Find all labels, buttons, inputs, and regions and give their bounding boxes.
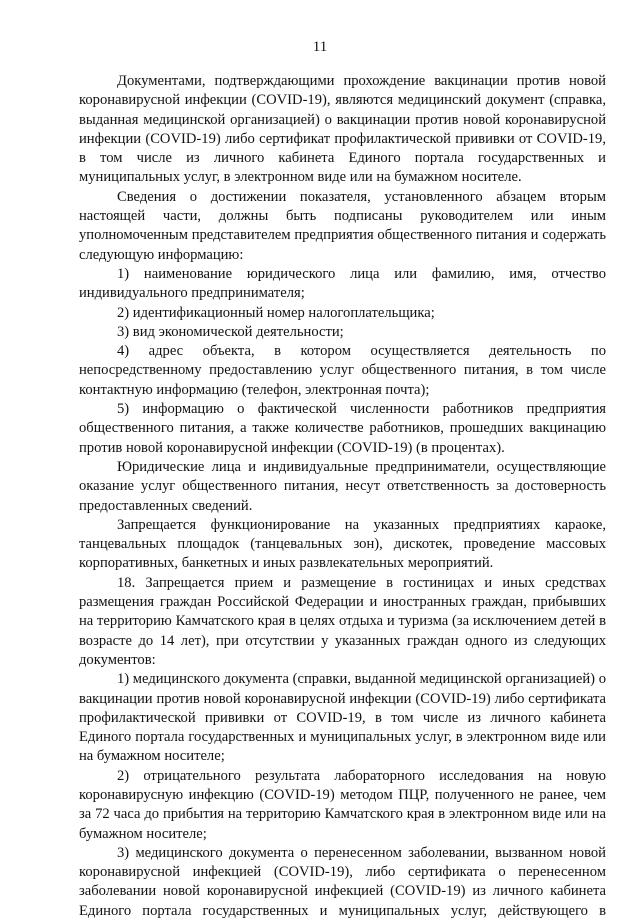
list-item-2-pcr-result: 2) отрицательного результата лабораторного исследования на новую коронавирусную инфекцию (COVID-19) методом ПЦР, полученного не ранее, чем за 72 часа до прибытия на территорию Камчатского края в электронном виде или на бумажном носителе; bbox=[79, 767, 606, 842]
list-item-3-activity: 3) вид экономической деятельности; bbox=[117, 323, 344, 340]
paragraph-responsibility: Юридические лица и индивидуальные предприниматели, осуществляющие оказание услуг общественного питания, несут ответственность за достоверность предоставленных сведений. bbox=[79, 458, 606, 514]
paragraph-prohibition-karaoke: Запрещается функционирование на указанных предприятиях караоке, танцевальных площадок (танцевальных зон), дискотек, проведение массовых корпоративных, банкетных и иных развлекательных мероприятий. bbox=[79, 516, 606, 572]
list-item-5-workers: 5) информацию о фактической численности работников предприятия общественного питания, а также количестве работников, прошедших вакцинацию против новой коронавирусной инфекции (COVID-19) (в процентах). bbox=[79, 401, 606, 456]
document-body bbox=[79, 72, 606, 921]
list-item-3-recovery-document: 3) медицинского документа о перенесенном заболевании, вызванном новой коронавирусной инфекцией (COVID-19), либо сертификата о перенесенном заболевании новой коронавирусной инфекцией (COVID-19) из личного кабинета Единого портала государственных и муниципальных услуг, действующего в bbox=[79, 844, 606, 919]
page-number: 11 bbox=[312, 39, 328, 55]
paragraph-section-18: 18. Запрещается прием и размещение в гостиницах и иных средствах размещения граждан Российской Федерации и иностранных граждан, прибывших на территорию Камчатского края в целях отдыха и туризма (за исключением детей в возрасте до 14 лет), при отсутствии у указанных граждан одного из следующих документов: bbox=[79, 574, 606, 668]
list-item-1-name: 1) наименование юридического лица или фамилию, имя, отчество индивидуального предпринимателя; bbox=[79, 265, 606, 302]
paragraph-indicator-info: Сведения о достижении показателя, установленного абзацем вторым настоящей части, должны быть подписаны руководителем или иным уполномоченным представителем предприятия общественного питания и содержать следующую информацию: bbox=[79, 188, 606, 263]
list-item-2-inn: 2) идентификационный номер налогоплательщика; bbox=[117, 304, 435, 321]
list-item-1-medical-document: 1) медицинского документа (справки, выданной медицинской организацией) о вакцинации против новой коронавирусной инфекции (COVID-19) либо сертификата профилактической прививки от COVID-19, в том числе из личного кабинета Единого портала государственных и муниципальных услуг, в электронном виде или на бумажном носителе; bbox=[79, 671, 606, 765]
paragraph-vaccination-documents: Документами, подтверждающими прохождение вакцинации против новой коронавирусной инфекции (COVID-19), являются медицинский документ (справка, выданная медицинской организацией) о вакцинации против новой коронавирусной инфекции (COVID-19) либо сертификат профилактической прививки от COVID-19, в том числе из личного кабинета Единого портала государственных и муниципальных услуг, в электронном виде или на бумажном носителе. bbox=[79, 73, 606, 186]
list-item-4-address: 4) адрес объекта, в котором осуществляется деятельность по непосредственному предоставлению услуг общественного питания, в том числе контактную информацию (телефон, электронная почта); bbox=[79, 343, 606, 398]
